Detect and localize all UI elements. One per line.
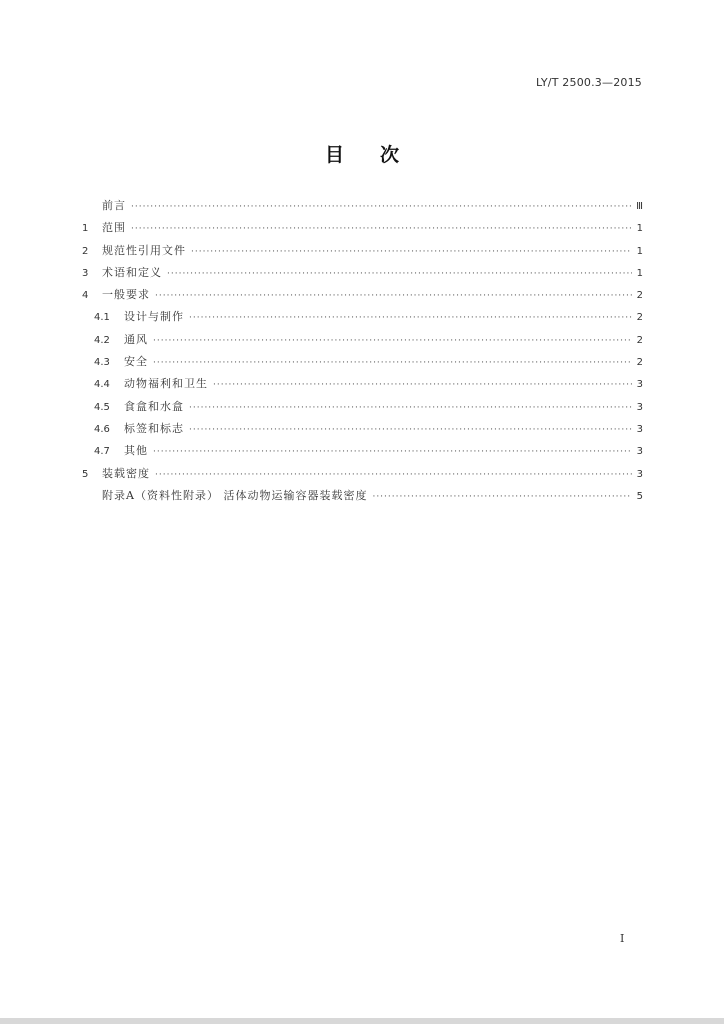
toc-entry-page: 1 xyxy=(636,267,643,279)
toc-entry-title: 规范性引用文件 xyxy=(102,243,186,257)
toc-subentry[interactable] xyxy=(82,353,643,375)
toc-entry[interactable] xyxy=(82,465,643,487)
toc-leader-dots xyxy=(213,380,632,390)
toc-leader-dots xyxy=(131,202,631,212)
toc-entry-number: 3 xyxy=(82,267,89,279)
toc-entry-appendix[interactable] xyxy=(82,487,643,509)
toc-entry-page: 3 xyxy=(636,379,643,391)
toc-leader-dots xyxy=(189,403,632,413)
toc-leader-dots xyxy=(153,447,632,457)
toc-leader-dots xyxy=(155,291,632,301)
toc-leader-dots xyxy=(131,224,632,234)
toc-entry[interactable] xyxy=(82,264,643,286)
toc-entry-page: 2 xyxy=(636,334,643,346)
toc-entry-title: 范围 xyxy=(102,221,126,235)
toc-entry-page: 3 xyxy=(636,446,643,458)
toc-entry-page: 3 xyxy=(636,401,643,413)
toc-entry-number: 4.6 xyxy=(94,423,110,435)
toc-leader-dots xyxy=(189,425,632,435)
toc-entry-title: 动物福利和卫生 xyxy=(124,377,208,391)
toc-leader-dots xyxy=(167,269,632,279)
toc-entry-number: 4.5 xyxy=(94,401,110,413)
toc-entry-number: 4.4 xyxy=(94,379,110,391)
toc-entry-title: 前言 xyxy=(102,199,126,212)
toc-entry-page: 3 xyxy=(636,423,643,435)
toc-entry-number: 5 xyxy=(82,468,89,480)
toc-subentry[interactable] xyxy=(82,420,643,442)
toc-entry-number: 2 xyxy=(82,245,89,257)
toc-leader-dots xyxy=(191,247,632,257)
toc-subentry[interactable] xyxy=(82,308,643,330)
toc-entry-title: 标签和标志 xyxy=(124,421,184,435)
toc-leader-dots xyxy=(153,358,632,368)
toc-entry-page: 2 xyxy=(636,290,643,302)
toc-entry-title: 术语和定义 xyxy=(102,265,162,279)
toc-entry-number: 4.7 xyxy=(94,446,110,458)
toc-entry[interactable] xyxy=(82,197,643,219)
toc-leader-dots xyxy=(189,313,632,323)
toc-entry-page: 2 xyxy=(636,357,643,369)
toc-entry-number: 4.3 xyxy=(94,357,110,369)
toc-entry-title: 附录A（资料性附录） 活体动物运输容器装载密度 xyxy=(102,488,368,502)
toc-entry-title: 食盒和水盒 xyxy=(124,399,184,413)
toc-leader-dots xyxy=(372,492,631,502)
toc-entry-title: 装载密度 xyxy=(102,466,150,480)
toc-entry-number: 4 xyxy=(82,290,89,302)
toc-entry-number: 4.1 xyxy=(94,312,110,324)
standard-code: LY/T 2500.3—2015 xyxy=(536,76,642,89)
toc-entry[interactable] xyxy=(82,219,643,241)
table-of-contents xyxy=(82,197,643,509)
toc-subentry[interactable] xyxy=(82,331,643,353)
toc-entry[interactable] xyxy=(82,242,643,264)
toc-entry-number: 1 xyxy=(82,223,89,235)
page-number: I xyxy=(620,932,625,945)
toc-entry[interactable] xyxy=(82,286,643,308)
toc-subentry[interactable] xyxy=(82,375,643,397)
toc-subentry[interactable] xyxy=(82,398,643,420)
toc-subentry[interactable] xyxy=(82,442,643,464)
toc-entry-title: 通风 xyxy=(124,332,148,346)
toc-entry-page: 5 xyxy=(636,490,643,502)
toc-entry-title: 安全 xyxy=(124,355,148,369)
toc-title: 目次 xyxy=(324,144,435,166)
toc-entry-page: 3 xyxy=(636,468,643,480)
bottom-edge-divider xyxy=(0,1018,724,1024)
toc-entry-page: 1 xyxy=(636,245,643,257)
toc-entry-title: 一般要求 xyxy=(102,288,150,302)
toc-entry-number: 4.2 xyxy=(94,334,110,346)
toc-entry-title: 设计与制作 xyxy=(124,310,184,324)
toc-entry-title: 其他 xyxy=(124,444,148,458)
toc-entry-page: 1 xyxy=(636,223,643,235)
toc-entry-page: Ⅲ xyxy=(636,201,643,212)
toc-leader-dots xyxy=(155,470,632,480)
toc-leader-dots xyxy=(153,336,632,346)
toc-entry-page: 2 xyxy=(636,312,643,324)
